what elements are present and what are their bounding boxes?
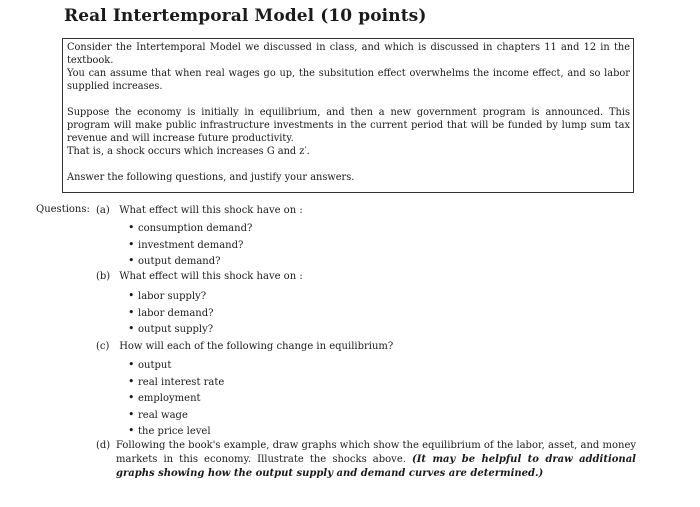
- questions-label: Questions:: [36, 204, 90, 215]
- question-c: [96, 340, 393, 353]
- question-a: [96, 204, 303, 217]
- list-item: • consumption demand?: [128, 220, 252, 237]
- list-item: • real interest rate: [128, 374, 224, 391]
- list-item: • employment: [128, 390, 224, 407]
- list-item: • output supply?: [128, 321, 214, 338]
- list-item: • labor demand?: [128, 305, 214, 322]
- page-title: Real Intertemporal Model (10 points): [64, 6, 427, 26]
- intro-box: [62, 38, 634, 193]
- question-c-letter: (c): [96, 341, 110, 352]
- intro-paragraph-3: Suppose the economy is initially in equilibrium, and then a new government program is announced. This program will make public infrastructure investments in the current period that will be funded by lump sum tax revenue and will increase future productivity.: [67, 107, 630, 144]
- question-d-text: Following the book's example, draw graphs which show the equilibrium of the labor, asset, and money markets in this economy. Illustrate the shocks above.: [116, 440, 637, 465]
- question-b-letter: (b): [96, 271, 111, 282]
- intro-paragraph-4: That is, a shock occurs which increases G and z′.: [67, 146, 310, 157]
- list-item: • labor supply?: [128, 288, 214, 305]
- question-d-letter: (d): [96, 440, 111, 451]
- list-item: • output: [128, 357, 224, 374]
- intro-paragraph-2: You can assume that when real wages go up, the subsitution effect overwhelms the income effect, and so labor supplied increases.: [67, 68, 630, 92]
- question-c-list: [128, 357, 224, 440]
- intro-paragraph-5: Answer the following questions, and justify your answers.: [67, 172, 355, 183]
- question-d-body: [116, 439, 636, 481]
- intro-paragraph-1: Consider the Intertemporal Model we discussed in class, and which is discussed in chapters 11 and 12 in the textbook.: [67, 42, 630, 66]
- question-a-letter: (a): [96, 205, 110, 216]
- question-d: [96, 439, 636, 481]
- list-item: • output demand?: [128, 253, 252, 270]
- question-d-note: (It may be helpful to draw additional graphs showing how the output supply and demand curves are determined.): [116, 454, 636, 479]
- question-b-list: [128, 288, 214, 338]
- question-a-text: What effect will this shock have on :: [119, 205, 303, 216]
- list-item: • real wage: [128, 407, 224, 424]
- question-a-list: [128, 220, 252, 270]
- question-b-text: What effect will this shock have on :: [119, 271, 303, 282]
- list-item: • the price level: [128, 423, 224, 440]
- list-item: • investment demand?: [128, 237, 252, 254]
- question-c-text: How will each of the following change in equilibrium?: [119, 341, 394, 352]
- question-b: [96, 270, 303, 283]
